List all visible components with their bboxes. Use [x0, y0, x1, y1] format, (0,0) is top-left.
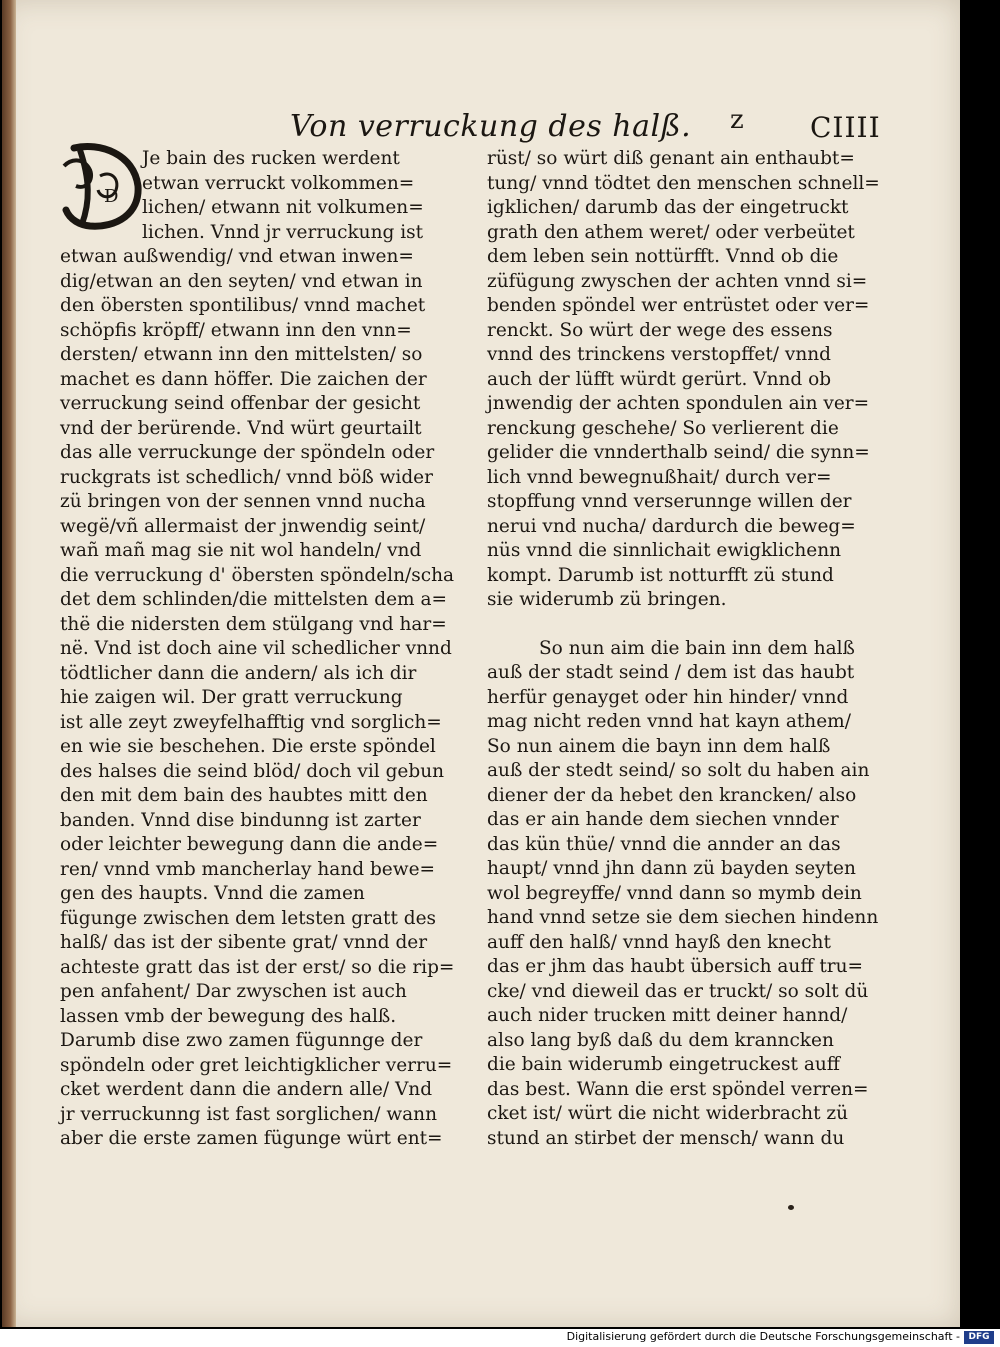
text-line: jr verruckunng ist fast sorglichen/ wann — [60, 1103, 438, 1125]
text-line: wañ mañ mag sie nit wol handeln/ vnd — [60, 540, 422, 561]
text-line: mag nicht reden vnnd hat kayn athem/ — [487, 711, 851, 732]
text-line: zü bringen von der sennen vnnd nucha — [60, 491, 426, 512]
text-line: ruckgrats ist schedlich/ vnnd böß wider — [60, 466, 433, 488]
text-line: ren/ vnnd vmb mancherlay hand bewe= — [60, 858, 436, 880]
text-line: lassen vmb der bewegung des halß. — [60, 1005, 397, 1027]
text-line: sie widerumb zü bringen. — [487, 589, 727, 610]
running-header — [250, 105, 910, 149]
text-line: das er jhm das haubt übersich auff tru= — [487, 956, 864, 977]
text-line: stund an stirbet der mensch/ wann du — [487, 1127, 845, 1149]
text-line: Darumb dise zwo zamen fügunnge der — [60, 1030, 423, 1051]
book-binding-edge — [2, 0, 16, 1327]
text-line: hand vnnd setze sie dem siechen hindenn — [487, 907, 879, 928]
text-line: cket ist/ würt die nicht widerbracht zü — [487, 1103, 849, 1124]
text-line: lichen/ etwann nit volkumen= — [142, 197, 424, 218]
footer-credit: Digitalisierung gefördert durch die Deutsche Forschungsgemeinschaft - — [566, 1330, 960, 1343]
right-text-column — [487, 147, 887, 1151]
text-line: grath den athem weret/ oder verbeütet — [487, 221, 855, 243]
text-line: banden. Vnnd dise bindunng ist zarter — [60, 809, 421, 831]
text-line: dem leben sein nottürfft. Vnnd ob die — [487, 246, 839, 267]
text-line: schöpfis kröpff/ etwann inn den vnn= — [60, 319, 412, 341]
text-line: spöndeln oder gret leichtigklicher verru= — [60, 1054, 453, 1076]
text-line: den öbersten spontilibus/ vnnd machet — [60, 295, 426, 316]
text-line: So nun aim die bain inn dem halß — [539, 637, 855, 659]
text-line: machet es dann höffer. Die zaichen der — [60, 368, 427, 390]
text-line: Je bain des rucken werdent — [142, 148, 400, 169]
text-line: kompt. Darumb ist notturfft zü stund — [487, 564, 834, 586]
text-line: vnd der berürende. Vnd würt geurtailt — [60, 417, 422, 439]
text-line: vnnd des trinckens verstopffet/ vnnd — [487, 344, 832, 365]
text-line: das alle verruckunge der spöndeln oder — [60, 442, 435, 463]
text-line: renckt. So würt der wege des essens — [487, 319, 833, 341]
text-line: wegë/vñ allermaist der jnwendig seint/ — [60, 515, 426, 537]
text-line: nerui vnd nucha/ dardurch die beweg= — [487, 515, 856, 537]
text-line: das best. Wann die erst spöndel verren= — [487, 1078, 869, 1100]
text-line: die bain widerumb eingetruckest auff — [487, 1054, 840, 1075]
paragraph-gap — [487, 613, 887, 637]
text-line: auß der stedt seind/ so solt du haben ain — [487, 760, 870, 781]
left-text-column — [60, 147, 460, 1152]
text-line: benden spöndel wer entrüstet oder ver= — [487, 295, 870, 316]
text-line: das kün thüe/ vnnd die annder an das — [487, 833, 841, 855]
text-line: wol begreyffe/ vnnd dann so mymb dein — [487, 882, 862, 904]
text-line: aber die erste zamen fügunge würt ent= — [60, 1128, 443, 1149]
text-line: das er ain hande dem siechen vnnder — [487, 809, 839, 830]
text-line: achteste gratt das ist der erst/ so die rip= — [60, 956, 455, 978]
text-line: fügunge zwischen dem letsten gratt des — [60, 907, 437, 929]
text-line: në. Vnd ist doch aine vil schedlicher vnnd — [60, 638, 452, 659]
text-line: herfür genayget oder hin hinder/ vnnd — [487, 686, 849, 708]
ink-speck — [788, 1205, 794, 1210]
folio-number: CIIII — [810, 111, 881, 144]
text-line: gelider die vnnderthalb seind/ die synn= — [487, 442, 870, 463]
text-line: jnwendig der achten spondulen ain ver= — [487, 393, 870, 414]
text-line: lich vnnd bewegnußhait/ durch ver= — [487, 466, 832, 488]
text-line: dersten/ etwann inn den mittelsten/ so — [60, 344, 423, 365]
text-line: etwan verruckt volkommen= — [142, 172, 415, 194]
text-line: den mit dem bain des haubtes mitt den — [60, 785, 428, 806]
signature-mark: z — [730, 105, 744, 135]
text-line: also lang byß daß du dem kranncken — [487, 1029, 834, 1051]
text-line: tödtlicher dann die andern/ als ich dir — [60, 662, 417, 684]
text-line: gen des haupts. Vnnd die zamen — [60, 883, 365, 904]
text-line: züfügung zwyschen der achten vnnd si= — [487, 270, 868, 292]
digitization-footer — [0, 1329, 1000, 1347]
text-line: verruckung seind offenbar der gesicht — [60, 393, 421, 414]
text-line: auch nider trucken mitt deiner hannd/ — [487, 1005, 848, 1026]
text-line: diener der da hebet den krancken/ also — [487, 784, 857, 806]
running-title: Von verruckung des halß. — [290, 109, 692, 144]
text-line: renckung geschehe/ So verlierent die — [487, 417, 839, 439]
text-line: rüst/ so würt diß genant ain enthaubt= — [487, 148, 855, 169]
dfg-logo-icon: DFG — [964, 1331, 994, 1344]
text-line: auß der stadt seind / dem ist das haubt — [487, 662, 855, 683]
text-line: dig/etwan an den seyten/ vnd etwan in — [60, 270, 423, 292]
text-line: etwan außwendig/ vnd etwan inwen= — [60, 246, 414, 267]
text-line: pen anfahent/ Dar zwyschen ist auch — [60, 981, 407, 1002]
text-line: lichen. Vnnd jr verruckung ist — [142, 221, 424, 243]
text-line: auch der lüfft würdt gerürt. Vnnd ob — [487, 368, 832, 390]
text-line: thë die nidersten dem stülgang vnd har= — [60, 613, 447, 635]
text-line: nüs vnnd die sinnlichait ewigklichenn — [487, 540, 842, 561]
text-line: en wie sie beschehen. Die erste spöndel — [60, 736, 436, 757]
text-line: oder leichter bewegung dann die ande= — [60, 834, 439, 855]
text-line: die verruckung d' öbersten spöndeln/scha — [60, 564, 455, 586]
text-line: halß/ das ist der sibente grat/ vnnd der — [60, 932, 428, 953]
text-line: hie zaigen wil. Der gratt verruckung — [60, 687, 403, 708]
text-line: tung/ vnnd tödtet den menschen schnell= — [487, 172, 880, 194]
text-line: So nun ainem die bayn inn dem halß — [487, 735, 831, 757]
text-line: det dem schlinden/die mittelsten dem a= — [60, 589, 447, 610]
initial-letter: D — [104, 186, 119, 207]
text-line: cket werdent dann die andern alle/ Vnd — [60, 1079, 433, 1100]
text-line: ist alle zeyt zweyfelhafftig vnd sorglich= — [60, 711, 442, 733]
text-line: haupt/ vnnd jhn dann zü bayden seyten — [487, 858, 856, 879]
text-line: igklichen/ darumb das der eingetruckt — [487, 197, 849, 218]
text-line: stopffung vnnd verserunnge willen der — [487, 491, 852, 512]
text-line: cke/ vnd dieweil das er truckt/ so solt dü — [487, 980, 869, 1002]
text-line: des halses die seind blöd/ doch vil gebun — [60, 760, 445, 782]
text-line: auff den halß/ vnnd hayß den knecht — [487, 931, 831, 953]
